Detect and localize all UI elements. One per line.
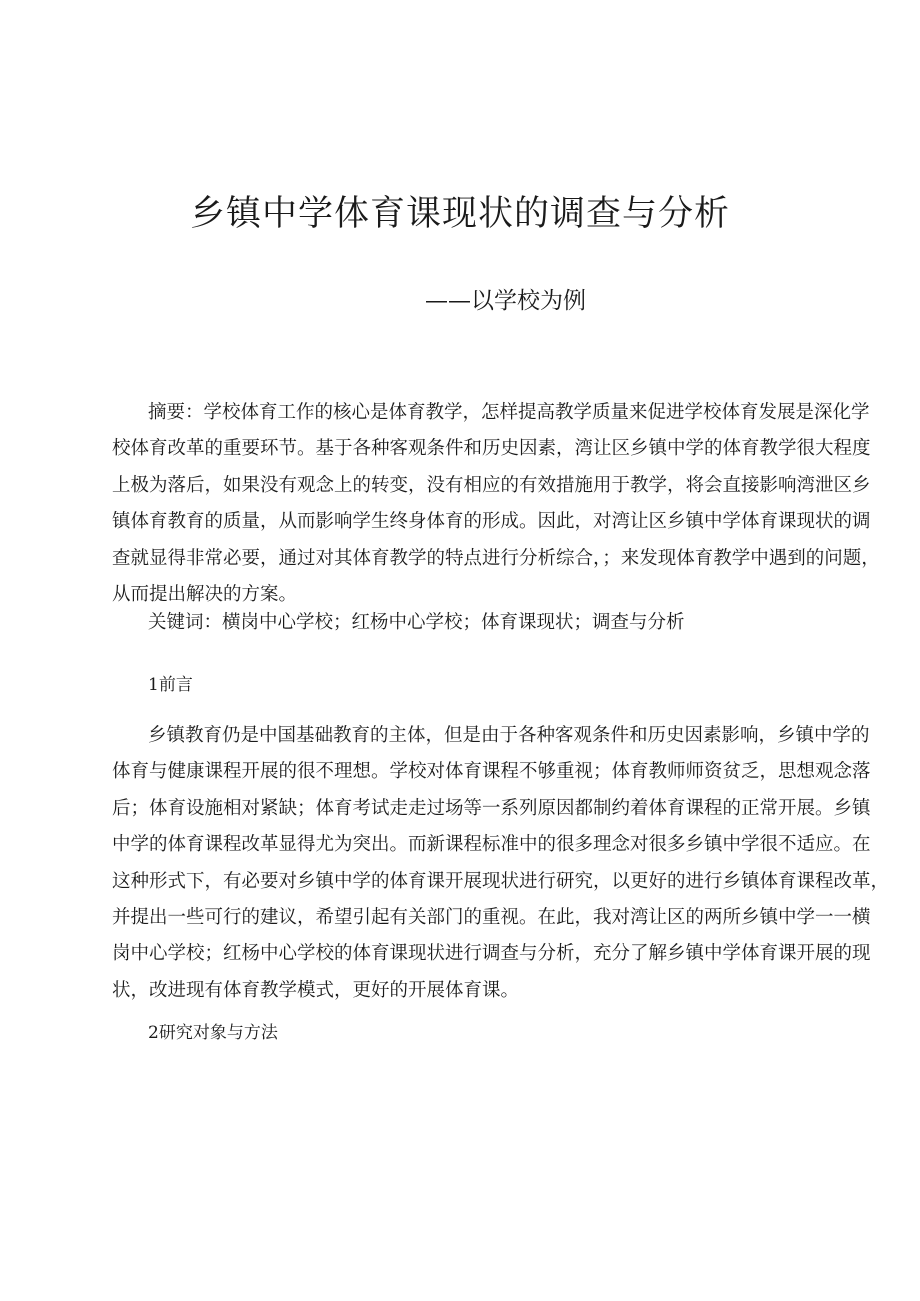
body-line: 后；体育设施相对紧缺；体育考试走走过场等一系列原因都制约着体育课程的正常开展。乡镇: [112, 797, 871, 819]
body-line: 状，改进现有体育教学模式，更好的开展体育课。: [112, 979, 520, 1001]
document-subtitle: ——以学校为例: [425, 288, 586, 314]
abstract-line: 查就显得非常必要，通过对其体育教学的特点进行分析综合，；来发现体育教学中遇到的问题，: [112, 547, 880, 569]
abstract-line: 从而提出解决的方案。: [112, 583, 298, 605]
section-1-paragraph: [112, 718, 890, 1009]
abstract-paragraph: [112, 395, 880, 613]
section-2-heading: 2研究对象与方法: [148, 1023, 278, 1043]
body-line: 体育与健康课程开展的很不理想。学校对体育课程不够重视；体育教师师资贫乏，思想观念落: [112, 761, 871, 783]
keywords: 关键词：横岗中心学校；红杨中心学校；体育课现状；调查与分析: [148, 612, 685, 633]
body-line: 岗中心学校；红杨中心学校的体育课现状进行调查与分析，充分了解乡镇中学体育课开展的现: [112, 943, 871, 965]
document-title: 乡镇中学体育课现状的调查与分析: [189, 194, 730, 234]
abstract-line: 校体育改革的重要环节。基于各种客观条件和历史因素，湾让区乡镇中学的体育教学很大程度: [112, 438, 871, 460]
abstract-line: 镇体育教育的质量，从而影响学生终身体育的形成。因此，对湾让区乡镇中学体育课现状的调: [112, 511, 871, 533]
abstract-line: 上极为落后，如果没有观念上的转变，没有相应的有效措施用于教学，将会直接影响湾泄区乡: [112, 474, 871, 496]
body-line: 并提出一些可行的建议，希望引起有关部门的重视。在此，我对湾让区的两所乡镇中学一一横: [112, 906, 871, 928]
body-line: 中学的体育课程改革显得尤为突出。而新课程标准中的很多理念对很多乡镇中学很不适应。在: [112, 834, 871, 856]
section-1-heading: 1前言: [148, 675, 193, 695]
abstract-line: 摘要：学校体育工作的核心是体育教学，怎样提高教学质量来促进学校体育发展是深化学: [148, 402, 870, 423]
body-line: 乡镇教育仍是中国基础教育的主体，但是由于各种客观条件和历史因素影响，乡镇中学的: [148, 725, 870, 746]
body-line: 这种形式下，有必要对乡镇中学的体育课开展现状进行研究，以更好的进行乡镇体育课程改革，: [112, 870, 890, 892]
